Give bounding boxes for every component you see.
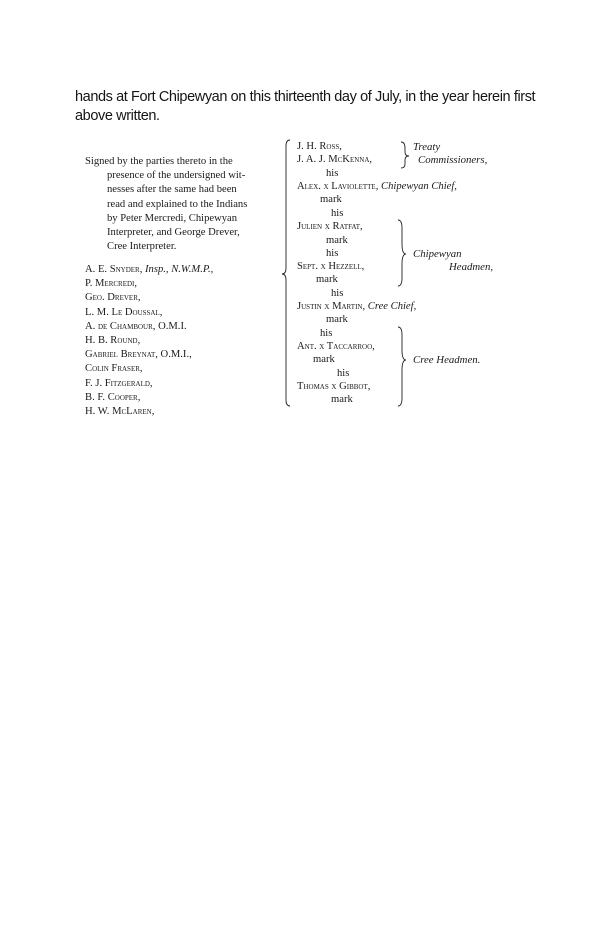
witness-note-line: Cree Interpreter. — [107, 241, 177, 253]
witness-name: Colin Fraser, — [85, 363, 143, 375]
mark-label: mark — [313, 354, 335, 365]
witness-name: H. B. Round, — [85, 335, 141, 347]
his-label: his — [337, 368, 350, 379]
witness-name: A. de Chambour, O.M.I. — [85, 320, 187, 332]
signatory-ross: J. H. Ross, — [297, 141, 342, 152]
witness-name: Gabriel Breynat, O.M.I., — [85, 349, 192, 361]
witness-note-line: Interpreter, and George Drever, — [107, 227, 240, 239]
headmen-label: Headmen, — [449, 261, 494, 273]
treaty-brace — [401, 142, 409, 168]
chipewyan-headmen-brace — [398, 220, 406, 286]
witness-title: Insp., N.W.M.P., — [145, 264, 214, 275]
witness-name: H. W. McLaren, — [85, 406, 155, 418]
witness-name: B. F. Cooper, — [85, 391, 141, 403]
witness-note-line: presence of the undersigned wit- — [107, 170, 246, 182]
mark-label: mark — [331, 394, 353, 405]
mark-label: mark — [326, 314, 348, 325]
cree-chief-label: Cree Chief, — [367, 301, 417, 312]
signatory-laviolette-line — [297, 180, 457, 194]
witness-name: F. J. Fitzgerald, — [85, 377, 153, 389]
his-label: his — [326, 248, 339, 259]
signatory-hezzell: Sept. x Hezzell, — [297, 261, 365, 272]
left-brace — [282, 140, 290, 406]
signatory-laviolette: Alex. x Laviolette, — [297, 181, 379, 192]
mark-label: mark — [320, 194, 342, 205]
signatory-mckenna: J. A. J. McKenna, — [297, 154, 373, 165]
treaty-label: Treaty — [413, 141, 441, 153]
witness-list — [85, 263, 213, 419]
mark-label: mark — [326, 235, 348, 246]
witness-note-line: by Peter Mercredi, Chipewyan — [107, 212, 238, 224]
cree-headmen-label: Cree Headmen. — [413, 354, 481, 366]
intro-paragraph — [75, 88, 545, 126]
signatory-martin-line — [297, 300, 416, 314]
chipewyan-label: Chipewyan — [413, 248, 462, 260]
intro-line-1: hands at Fort Chipewyan on this thirteenth day of July, in the year herein first — [75, 89, 536, 105]
witness-item — [85, 263, 213, 277]
cree-headmen-brace — [398, 327, 406, 406]
commissioners-label: Commissioners, — [418, 154, 488, 166]
witness-note — [85, 155, 281, 254]
his-label: his — [320, 328, 333, 339]
chipewyan-chief-label: Chipewyan Chief, — [381, 181, 457, 192]
his-label: his — [326, 168, 339, 179]
witness-note-line: nesses after the same had been — [107, 184, 237, 196]
signatory-ratfat: Julien x Ratfat, — [297, 221, 363, 232]
his-label: his — [331, 208, 344, 219]
witness-name: Geo. Drever, — [85, 292, 141, 304]
intro-line-2: above written. — [75, 108, 160, 124]
witness-name: P. Mercredi, — [85, 278, 138, 290]
witness-name: A. E. Snyder, — [85, 264, 143, 275]
signatory-martin: Justin x Martin, — [297, 301, 366, 312]
signatory-gibbot: Thomas x Gibbot, — [297, 381, 371, 392]
witness-note-line: Signed by the parties thereto in the — [85, 156, 233, 167]
witness-name: L. M. Le Doussal, — [85, 306, 163, 318]
mark-label: mark — [316, 274, 338, 285]
his-label: his — [331, 288, 344, 299]
signatory-taccarroo: Ant. x Taccarroo, — [297, 341, 375, 352]
witness-note-line: read and explained to the Indians — [107, 198, 248, 210]
